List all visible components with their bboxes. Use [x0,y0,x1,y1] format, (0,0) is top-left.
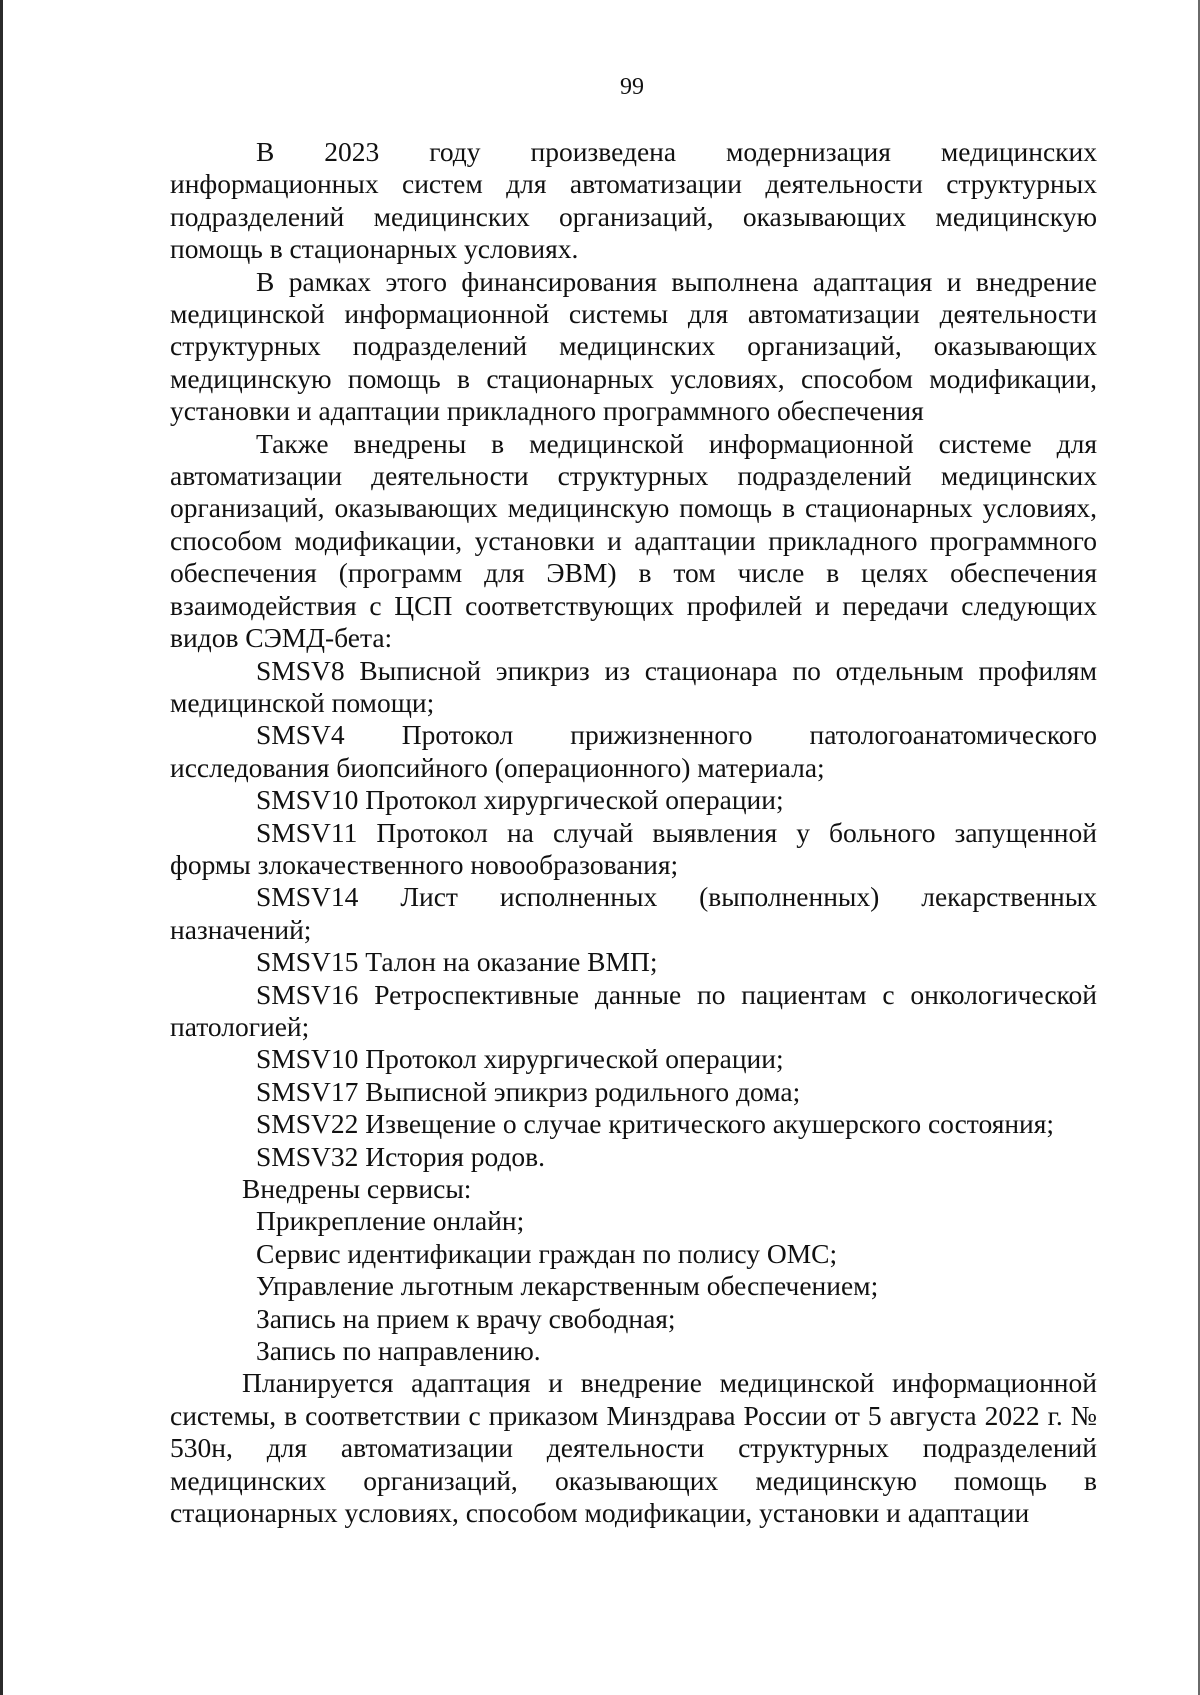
service-item-attachment: Прикрепление онлайн; [256,1205,525,1237]
paragraph-semd-intro: Также внедрены в медицинской информационной системе для автоматизации деятельности структурных подразделений медицинских организаций, оказывающих медицинскую помощь в стационарных условиях, способом модификации, установки и адаптации прикладного программного обеспечения (программ для ЭВМ) в том числе в целях обеспечения взаимодействия с ЦСП соответствующих профилей и передачи следующих видов СЭМД-бета: [170,427,1097,654]
paragraph-modernization: В 2023 году произведена модернизация медицинских информационных систем для автоматизации деятельности структурных подразделений медицинских организаций, оказывающих медицинскую помощь в стационарных условиях. [170,136,1097,265]
semd-item-smsv11: SMSV11 Протокол на случай выявления у больного запущенной формы злокачественного новообразования; [170,816,1097,880]
semd-item-smsv8: SMSV8 Выписной эпикриз из стационара по отдельным профилям медицинской помощи; [170,654,1097,718]
scan-edge-left [0,0,3,1695]
semd-item-smsv4: SMSV4 Протокол прижизненного патологоанатомического исследования биопсийного (операционного) материала; [170,719,1097,783]
service-item-benefits: Управление льготным лекарственным обеспечением; [256,1270,879,1302]
page-number: 99 [620,74,644,100]
paragraph-financing: В рамках этого финансирования выполнена адаптация и внедрение медицинской информационной системы для автоматизации деятельности структурных подразделений медицинских организаций, оказывающих медицинскую помощь в стационарных условиях, способом модификации, установки и адаптации прикладного программного обеспечения [170,265,1097,427]
semd-item-smsv15: SMSV15 Талон на оказание ВМП; [256,946,658,978]
service-item-referral: Запись по направлению. [256,1335,541,1367]
document-body [170,136,1097,1529]
service-item-appointment: Запись на прием к врачу свободная; [256,1302,676,1334]
semd-item-smsv10: SMSV10 Протокол хирургической операции; [256,784,784,816]
semd-item-smsv16: SMSV16 Ретроспективные данные по пациентам с онкологической патологией; [170,978,1097,1042]
service-item-identification: Сервис идентификации граждан по полису ОМС; [256,1237,838,1269]
paragraph-planned: Планируется адаптация и внедрение медицинской информационной системы, в соответствии с приказом Минздрава России от 5 августа 2022 г. № 530н, для автоматизации деятельности структурных подразделений медицинских организаций, оказывающих медицинскую помощь в стационарных условиях, способом модификации, установки и адаптации [170,1367,1097,1529]
services-heading: Внедрены сервисы: [242,1173,472,1204]
semd-item-smsv10-repeat: SMSV10 Протокол хирургической операции; [256,1043,784,1075]
semd-item-smsv14: SMSV14 Лист исполненных (выполненных) лекарственных назначений; [170,881,1097,945]
semd-item-smsv22: SMSV22 Извещение о случае критического акушерского состояния; [256,1108,1055,1140]
semd-item-smsv32: SMSV32 История родов. [256,1140,546,1172]
semd-item-smsv17: SMSV17 Выписной эпикриз родильного дома; [256,1075,801,1107]
